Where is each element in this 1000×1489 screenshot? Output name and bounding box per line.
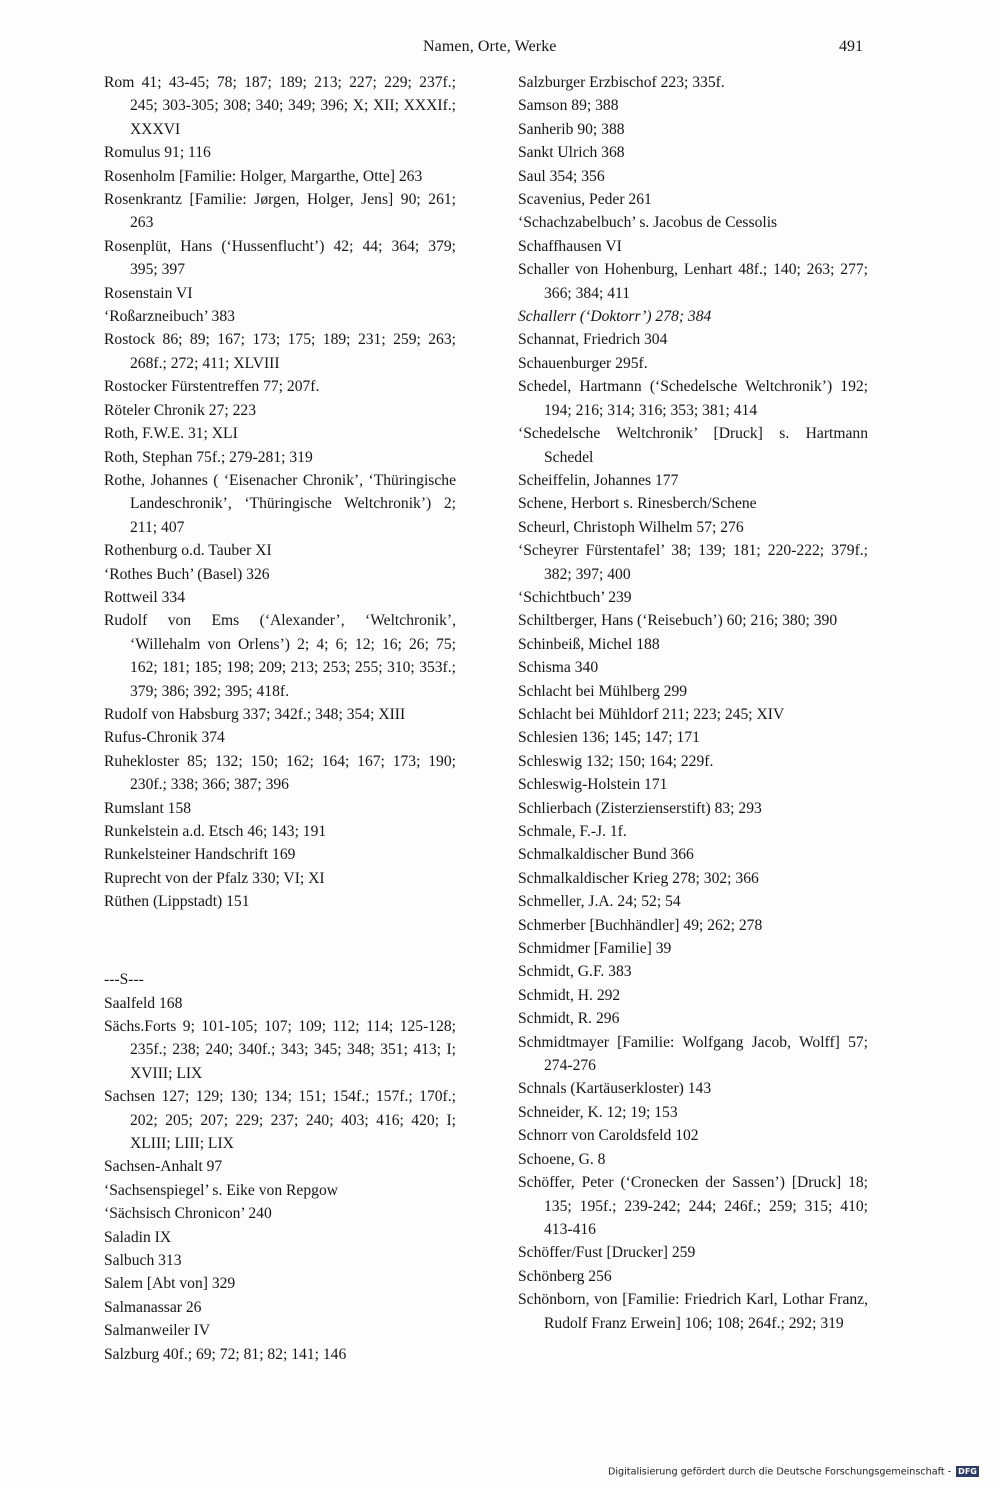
index-entry: Rosenstain VI	[104, 284, 193, 302]
index-entry: Runkelstein a.d. Etsch 46; 143; 191	[104, 823, 327, 840]
index-entry: Sankt Ulrich 368	[518, 144, 625, 162]
index-entry: Romulus 91; 116	[104, 144, 211, 162]
index-entry: Schene, Herbort s. Rinesberch/Schene	[518, 495, 757, 513]
index-entry: ‘Sächsisch Chronicon’ 240	[104, 1205, 272, 1223]
index-entry: Schmidtmayer [Familie: Wolfgang Jacob, Wolff] 57; 274-276	[518, 1033, 868, 1075]
index-entry: ‘Scheyrer Fürstentafel’ 38; 139; 181; 220-222; 379f.; 382; 397; 400	[518, 542, 868, 583]
index-entry: Rostocker Fürstentreffen 77; 207f.	[104, 378, 320, 396]
index-entry: Salmanweiler IV	[104, 1322, 211, 1340]
index-entry: Schlesien 136; 145; 147; 171	[518, 729, 700, 747]
page-number: 491	[839, 38, 863, 55]
index-entry: Schöffer, Peter (‘Cronecken der Sassen’) [Druck] 18; 135; 195f.; 239-242; 244; 246f.; 259; 315; 410; 413-416	[518, 1174, 868, 1238]
index-entry: Samson 89; 388	[518, 97, 619, 115]
index-entry: Schmerber [Buchhändler] 49; 262; 278	[518, 916, 763, 934]
index-entry: Schöffer/Fust [Drucker] 259	[518, 1244, 696, 1262]
index-entry: Schmidt, H. 292	[518, 986, 621, 1004]
index-entry: Schedel, Hartmann (‘Schedelsche Weltchronik’) 192; 194; 216; 314; 316; 353; 381; 414	[518, 378, 868, 419]
footer-text: Digitalisierung gefördert durch die Deutsche Forschungsgemeinschaft -	[608, 1466, 952, 1478]
index-entry: Schmalkaldischer Bund 366	[518, 846, 694, 864]
index-entry: Schlierbach (Zisterzienserstift) 83; 293	[518, 799, 762, 817]
dfg-logo: DFG	[958, 1467, 977, 1476]
digitization-footer	[608, 1466, 979, 1478]
index-entry: Schmidmer [Familie] 39	[518, 940, 672, 958]
index-entry: ‘Schedelsche Weltchronik’ [Druck] s. Hartmann Schedel	[518, 425, 868, 466]
index-entry: ‘Roßarzneibuch’ 383	[104, 308, 235, 326]
index-entry: ‘Schichtbuch’ 239	[518, 588, 632, 606]
index-entry: ‘Rothes Buch’ (Basel) 326	[104, 565, 270, 583]
index-entry: Sachsen-Anhalt 97	[104, 1158, 223, 1176]
index-entry: Salmanassar 26	[104, 1298, 202, 1316]
index-entry: Röteler Chronik 27; 223	[104, 401, 257, 419]
index-entry: Salem [Abt von] 329	[104, 1275, 236, 1293]
index-entry: Rudolf von Habsburg 337; 342f.; 348; 354; XIII	[104, 705, 406, 723]
index-entry: Saul 354; 356	[518, 167, 605, 185]
index-entry: Sanherib 90; 388	[518, 120, 625, 138]
index-entry: Schaller von Hohenburg, Lenhart 48f.; 140; 263; 277; 366; 384; 411	[518, 261, 868, 302]
index-entry: Rostock 86; 89; 167; 173; 175; 189; 231; 259; 263; 268f.; 272; 411; XLVIII	[104, 331, 456, 372]
index-entry: Schönberg 256	[518, 1267, 612, 1285]
index-entry: Schmalkaldischer Krieg 278; 302; 366	[518, 869, 759, 887]
index-entry: Schnals (Kartäuserkloster) 143	[518, 1080, 712, 1098]
index-entry: Saladin IX	[104, 1228, 172, 1246]
index-entry: Schlacht bei Mühldorf 211; 223; 245; XIV	[518, 705, 785, 723]
index-entry: Rosenholm [Familie: Holger, Margarthe, Otte] 263	[104, 167, 423, 185]
index-entry: Schönborn, von [Familie: Friedrich Karl, Lothar Franz, Rudolf Franz Erwein] 106; 108; 264f.; 292; 319	[518, 1291, 868, 1332]
index-entry: Salzburger Erzbischof 223; 335f.	[518, 74, 725, 91]
index-entry: Schauenburger 295f.	[518, 354, 648, 372]
index-entry: Schnorr von Caroldsfeld 102	[518, 1127, 699, 1145]
index-entry: Schiltberger, Hans (‘Reisebuch’) 60; 216; 380; 390	[518, 612, 838, 630]
index-entry: Salzburg 40f.; 69; 72; 81; 82; 141; 146	[104, 1345, 347, 1363]
index-entry: Roth, F.W.E. 31; XLI	[104, 425, 238, 443]
index-entry: Salbuch 313	[104, 1252, 182, 1270]
index-entry: ‘Sachsenspiegel’ s. Eike von Repgow	[104, 1181, 338, 1199]
index-entry: Schallerr (‘Doktorr’) 278; 384	[518, 308, 712, 326]
index-entry: Rottweil 334	[104, 588, 185, 606]
index-entry: Schmidt, R. 296	[518, 1010, 620, 1028]
index-column-right	[518, 71, 868, 1335]
index-entry: Schleswig 132; 150; 164; 229f.	[518, 752, 714, 770]
index-entry: ---S---	[104, 971, 144, 989]
running-title: Namen, Orte, Werke	[423, 38, 557, 55]
index-entry: Ruprecht von der Pfalz 330; VI; XI	[104, 869, 325, 887]
index-entry: Schannat, Friedrich 304	[518, 331, 668, 349]
index-entry: Rothenburg o.d. Tauber XI	[104, 542, 272, 560]
index-entry: Schaffhausen VI	[518, 237, 622, 255]
index-entry: Schlacht bei Mühlberg 299	[518, 682, 688, 700]
index-entry: Schinbeiß, Michel 188	[518, 635, 660, 653]
index-entry: Rufus-Chronik 374	[104, 729, 225, 747]
index-entry: Runkelsteiner Handschrift 169	[104, 846, 296, 864]
index-entry: Scheurl, Christoph Wilhelm 57; 276	[518, 518, 744, 536]
index-entry: Rosenplüt, Hans (‘Hussenflucht’) 42; 44; 364; 379; 395; 397	[104, 237, 456, 279]
index-entry: Saalfeld 168	[104, 994, 183, 1012]
index-entry: Sächs.Forts 9; 101-105; 107; 109; 112; 114; 125-128; 235f.; 238; 240; 340f.; 343; 345; 348; 351; 413; I; XVIII; LIX	[104, 1018, 456, 1082]
index-entry: Rothe, Johannes ( ‘Eisenacher Chronik’, ‘Thüringische Landeschronik’, ‘Thüringische Weltchronik’) 2; 211; 407	[104, 471, 456, 536]
index-entry: Scheiffelin, Johannes 177	[518, 471, 679, 489]
index-entry: Rüthen (Lippstadt) 151	[104, 893, 250, 911]
index-entry: Scavenius, Peder 261	[518, 191, 652, 209]
index-entry: Schneider, K. 12; 19; 153	[518, 1103, 678, 1121]
index-entry: Ruhekloster 85; 132; 150; 162; 164; 167; 173; 190; 230f.; 338; 366; 387; 396	[104, 752, 456, 794]
index-entry: Schisma 340	[518, 659, 599, 677]
index-entry: Schmidt, G.F. 383	[518, 963, 632, 981]
index-entry: Schmale, F.-J. 1f.	[518, 823, 627, 840]
index-entry: Rosenkrantz [Familie: Jørgen, Holger, Jens] 90; 261; 263	[104, 191, 456, 232]
index-entry: Schleswig-Holstein 171	[518, 776, 668, 794]
index-entry: Rudolf von Ems (‘Alexander’, ‘Weltchronik’, ‘Willehalm von Orlens’) 2; 4; 6; 12; 16; 26; 75; 162; 181; 185; 198; 209; 213; 253; 255; 310; 353f.; 379; 386; 392; 395; 418f.	[104, 612, 456, 700]
index-entry: Rom 41; 43-45; 78; 187; 189; 213; 227; 229; 237f.; 245; 303-305; 308; 340; 349; 396; X; XII; XXXIf.; XXXVI	[104, 74, 456, 138]
section-gap	[104, 929, 456, 952]
index-entry: Sachsen 127; 129; 130; 134; 151; 154f.; 157f.; 170f.; 202; 205; 207; 229; 237; 240; 403; 416; 420; I; XLIII; LIII; LIX	[104, 1088, 456, 1153]
index-column-left	[104, 71, 456, 1366]
index-entry: ‘Schachzabelbuch’ s. Jacobus de Cessolis	[518, 214, 778, 232]
index-entry: Schoene, G. 8	[518, 1150, 606, 1168]
page-header	[0, 38, 1000, 62]
index-entry: Roth, Stephan 75f.; 279-281; 319	[104, 448, 313, 466]
index-entry: Schmeller, J.A. 24; 52; 54	[518, 893, 681, 911]
index-entry: Rumslant 158	[104, 799, 192, 817]
